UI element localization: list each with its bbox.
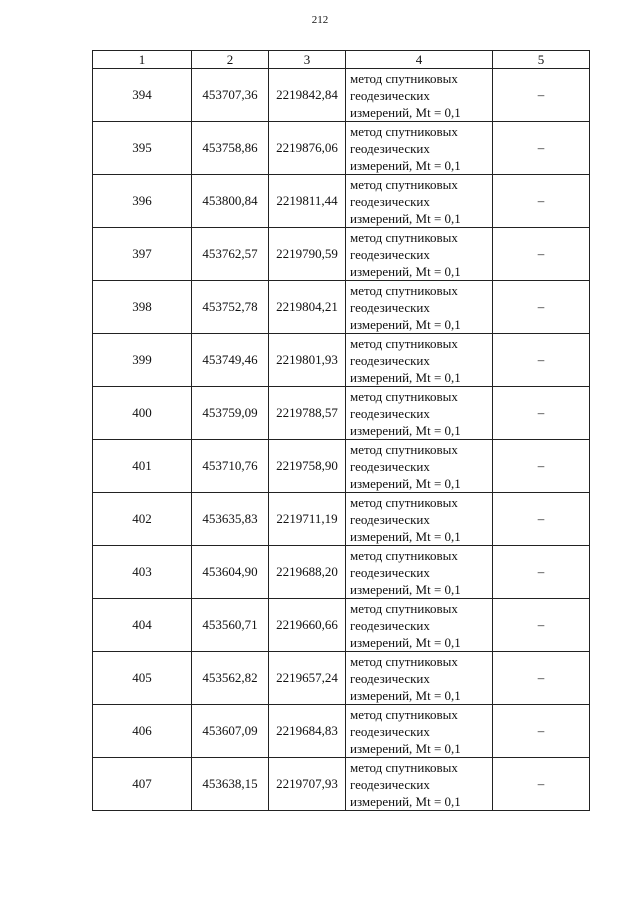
header-col-2: 2 [192, 51, 269, 69]
x-coordinate-cell: 453560,71 [192, 599, 269, 652]
method-text-line: геодезических [350, 140, 430, 156]
table-row [93, 387, 590, 440]
note-cell: – [493, 440, 590, 493]
note-cell: – [493, 758, 590, 811]
method-text-line: метод спутниковых [350, 653, 458, 669]
y-coordinate-cell: 2219804,21 [269, 281, 346, 334]
method-text-line: измерений, Mt = 0,1 [350, 475, 461, 491]
table-row [93, 705, 590, 758]
method-cell [346, 546, 493, 599]
x-coordinate-cell: 453749,46 [192, 334, 269, 387]
table-row [93, 652, 590, 705]
x-coordinate-cell: 453762,57 [192, 228, 269, 281]
y-coordinate-cell: 2219788,57 [269, 387, 346, 440]
note-cell: – [493, 228, 590, 281]
method-cell [346, 440, 493, 493]
method-text-line: геодезических [350, 246, 430, 262]
method-text-line: измерений, Mt = 0,1 [350, 157, 461, 173]
y-coordinate-cell: 2219842,84 [269, 69, 346, 122]
method-cell [346, 175, 493, 228]
method-cell [346, 69, 493, 122]
y-coordinate-cell: 2219801,93 [269, 334, 346, 387]
note-cell: – [493, 334, 590, 387]
method-text-line: метод спутниковых [350, 229, 458, 245]
note-cell: – [493, 175, 590, 228]
method-text-line: метод спутниковых [350, 494, 458, 510]
method-text-line: геодезических [350, 670, 430, 686]
table-body [93, 69, 590, 811]
method-text-line: метод спутниковых [350, 335, 458, 351]
method-cell [346, 387, 493, 440]
y-coordinate-cell: 2219811,44 [269, 175, 346, 228]
table-row [93, 122, 590, 175]
method-text-line: метод спутниковых [350, 176, 458, 192]
point-number-cell: 396 [93, 175, 192, 228]
page-number: 212 [311, 14, 329, 26]
table-row [93, 69, 590, 122]
method-text-line: измерений, Mt = 0,1 [350, 210, 461, 226]
note-cell: – [493, 652, 590, 705]
method-text-line: геодезических [350, 776, 430, 792]
method-text-line: измерений, Mt = 0,1 [350, 316, 461, 332]
method-text-line: геодезических [350, 405, 430, 421]
method-cell [346, 599, 493, 652]
table-row [93, 281, 590, 334]
x-coordinate-cell: 453710,76 [192, 440, 269, 493]
table-row [93, 175, 590, 228]
method-text-line: измерений, Mt = 0,1 [350, 263, 461, 279]
method-text-line: метод спутниковых [350, 600, 458, 616]
y-coordinate-cell: 2219688,20 [269, 546, 346, 599]
point-number-cell: 405 [93, 652, 192, 705]
header-col-5: 5 [493, 51, 590, 69]
method-text-line: метод спутниковых [350, 70, 458, 86]
method-text-line: геодезических [350, 511, 430, 527]
y-coordinate-cell: 2219790,59 [269, 228, 346, 281]
method-cell [346, 228, 493, 281]
method-cell [346, 281, 493, 334]
x-coordinate-cell: 453635,83 [192, 493, 269, 546]
x-coordinate-cell: 453800,84 [192, 175, 269, 228]
method-cell [346, 493, 493, 546]
point-number-cell: 397 [93, 228, 192, 281]
method-cell [346, 652, 493, 705]
method-cell [346, 122, 493, 175]
point-number-cell: 406 [93, 705, 192, 758]
method-text-line: геодезических [350, 617, 430, 633]
method-text-line: измерений, Mt = 0,1 [350, 422, 461, 438]
point-number-cell: 394 [93, 69, 192, 122]
method-text-line: измерений, Mt = 0,1 [350, 581, 461, 597]
method-text-line: геодезических [350, 87, 430, 103]
method-text-line: метод спутниковых [350, 441, 458, 457]
x-coordinate-cell: 453638,15 [192, 758, 269, 811]
point-number-cell: 407 [93, 758, 192, 811]
table-row [93, 546, 590, 599]
table-row [93, 334, 590, 387]
note-cell: – [493, 546, 590, 599]
x-coordinate-cell: 453607,09 [192, 705, 269, 758]
point-number-cell: 398 [93, 281, 192, 334]
table-header [93, 51, 590, 69]
coordinates-table [92, 50, 590, 811]
method-text-line: геодезических [350, 299, 430, 315]
method-text-line: измерений, Mt = 0,1 [350, 369, 461, 385]
method-text-line: метод спутниковых [350, 388, 458, 404]
method-cell [346, 758, 493, 811]
method-text-line: метод спутниковых [350, 123, 458, 139]
point-number-cell: 399 [93, 334, 192, 387]
note-cell: – [493, 493, 590, 546]
point-number-cell: 395 [93, 122, 192, 175]
x-coordinate-cell: 453604,90 [192, 546, 269, 599]
point-number-cell: 400 [93, 387, 192, 440]
method-text-line: измерений, Mt = 0,1 [350, 634, 461, 650]
method-text-line: геодезических [350, 352, 430, 368]
table-row [93, 493, 590, 546]
method-text-line: метод спутниковых [350, 706, 458, 722]
x-coordinate-cell: 453759,09 [192, 387, 269, 440]
x-coordinate-cell: 453758,86 [192, 122, 269, 175]
y-coordinate-cell: 2219660,66 [269, 599, 346, 652]
method-text-line: метод спутниковых [350, 547, 458, 563]
y-coordinate-cell: 2219707,93 [269, 758, 346, 811]
table-row [93, 758, 590, 811]
header-col-1: 1 [93, 51, 192, 69]
table-row [93, 440, 590, 493]
method-text-line: измерений, Mt = 0,1 [350, 740, 461, 756]
point-number-cell: 403 [93, 546, 192, 599]
method-text-line: измерений, Mt = 0,1 [350, 528, 461, 544]
y-coordinate-cell: 2219758,90 [269, 440, 346, 493]
method-cell [346, 705, 493, 758]
y-coordinate-cell: 2219876,06 [269, 122, 346, 175]
y-coordinate-cell: 2219684,83 [269, 705, 346, 758]
note-cell: – [493, 69, 590, 122]
x-coordinate-cell: 453562,82 [192, 652, 269, 705]
y-coordinate-cell: 2219711,19 [269, 493, 346, 546]
method-text-line: метод спутниковых [350, 282, 458, 298]
x-coordinate-cell: 453752,78 [192, 281, 269, 334]
method-text-line: измерений, Mt = 0,1 [350, 793, 461, 809]
point-number-cell: 402 [93, 493, 192, 546]
note-cell: – [493, 387, 590, 440]
method-text-line: геодезических [350, 458, 430, 474]
method-text-line: измерений, Mt = 0,1 [350, 104, 461, 120]
header-col-4: 4 [346, 51, 493, 69]
point-number-cell: 401 [93, 440, 192, 493]
method-cell [346, 334, 493, 387]
note-cell: – [493, 599, 590, 652]
y-coordinate-cell: 2219657,24 [269, 652, 346, 705]
header-row [93, 51, 590, 69]
method-text-line: измерений, Mt = 0,1 [350, 687, 461, 703]
table-row [93, 599, 590, 652]
note-cell: – [493, 122, 590, 175]
method-text-line: метод спутниковых [350, 759, 458, 775]
note-cell: – [493, 705, 590, 758]
method-text-line: геодезических [350, 564, 430, 580]
header-col-3: 3 [269, 51, 346, 69]
point-number-cell: 404 [93, 599, 192, 652]
method-text-line: геодезических [350, 723, 430, 739]
table-row [93, 228, 590, 281]
note-cell: – [493, 281, 590, 334]
x-coordinate-cell: 453707,36 [192, 69, 269, 122]
method-text-line: геодезических [350, 193, 430, 209]
